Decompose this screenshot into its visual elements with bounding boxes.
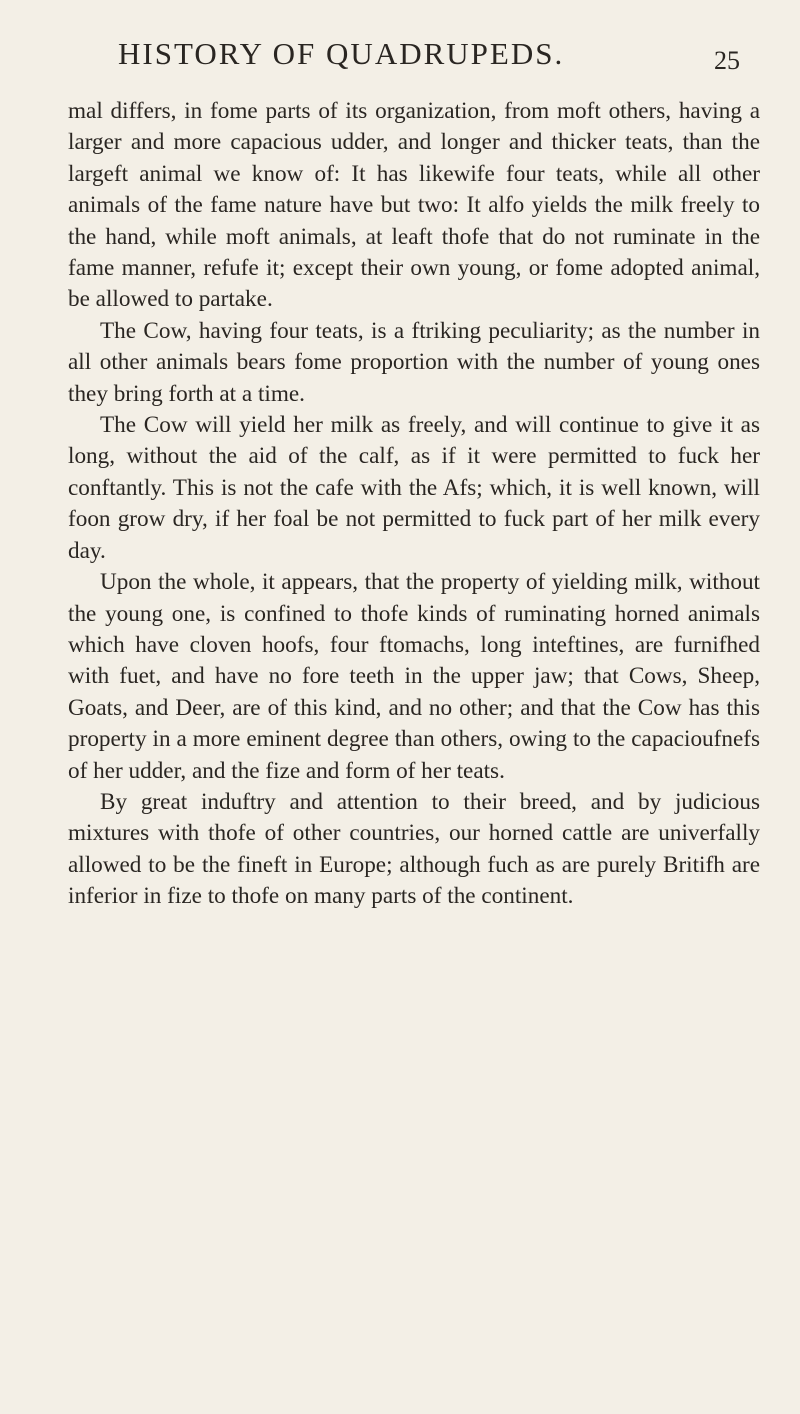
paragraph-continued: mal differs, in fome parts of its organization, from moft others, having a larger and more capacious udder, and longer and thicker teats, than the largeft animal we know of: It has likewife four teats, while all other animals of the fame nature have but two: It alfo yields the milk freely to the hand, while moft animals, at leaft thofe that do not ruminate in the fame manner, refufe it; except their own young, or fome adopted animal, be allowed to partake. <box>68 98 760 313</box>
running-head <box>118 36 758 75</box>
paragraph-ruminating-animals: Upon the whole, it appears, that the property of yielding milk, without the young one, is confined to thofe kinds of ruminating horned animals which have cloven hoofs, four ftomachs, long inteftines, are furnifhed with fuet, and have no fore teeth in the upper jaw; that Cows, Sheep, Goats, and Deer, are of this kind, and no other; and that the Cow has this property in a more eminent degree than others, owing to the capacioufnefs of her udder, and the fize and form of her teats. <box>68 569 760 784</box>
running-title: HISTORY OF QUADRUPEDS. <box>118 36 565 71</box>
page-number: 25 <box>714 46 740 75</box>
body-text <box>68 96 760 913</box>
paragraph-cow-teats: The Cow, having four teats, is a ftriking peculiarity; as the number in all other animals bears fome proportion with the number of young ones they bring forth at a time. <box>68 317 760 407</box>
paragraph-cow-milk: The Cow will yield her milk as freely, and will continue to give it as long, without the aid of the calf, as if it were permitted to fuck her conftantly. This is not the cafe with the Afs; which, it is well known, will foon grow dry, if her foal be not permitted to fuck part of her milk every day. <box>68 412 760 564</box>
paragraph-horned-cattle: By great induftry and attention to their breed, and by judicious mixtures with thofe of other countries, our horned cattle are univerfally allowed to be the fineft in Europe; although fuch as are purely Britifh are inferior in fize to thofe on many parts of the continent. <box>68 788 760 910</box>
